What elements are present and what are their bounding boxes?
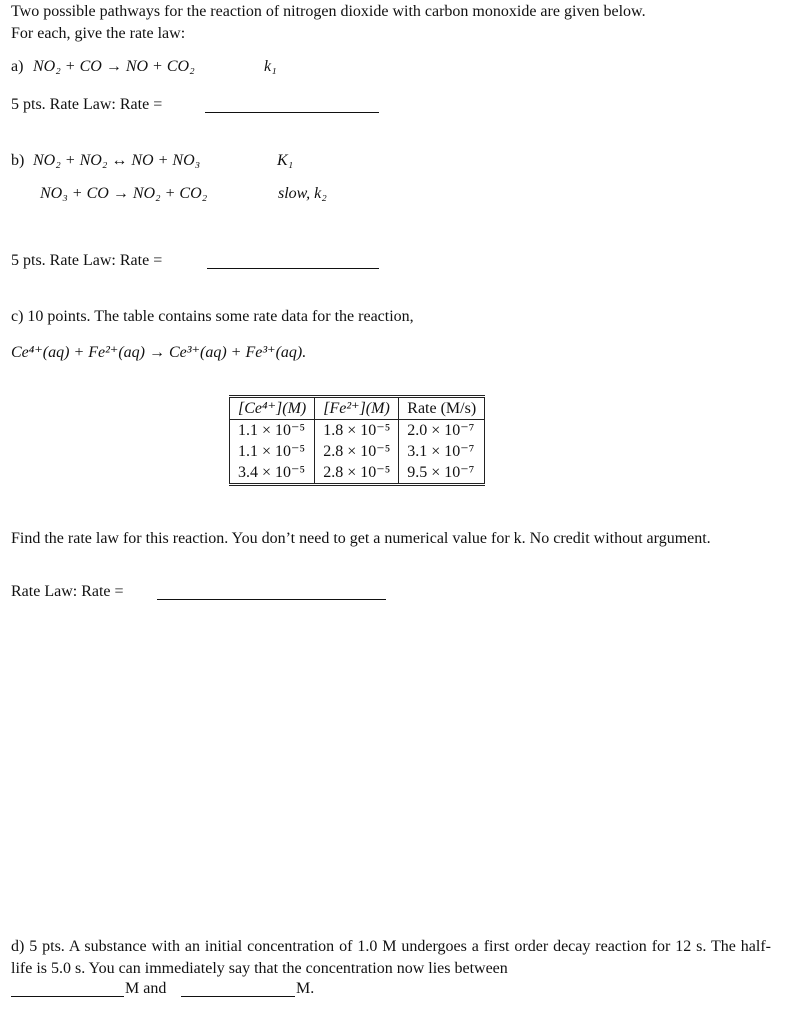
part-b-rate-prompt: 5 pts. Rate Law: Rate = xyxy=(11,252,163,269)
part-d-upper-bound-blank[interactable] xyxy=(181,996,295,997)
part-d-text: d) 5 pts. A substance with an initial concentration of 1.0 M undergoes a first order decay reaction for 12 s. The half-life is 5.0 s. You can immediately say that the concentration now lies between xyxy=(11,938,771,977)
part-b-answer-blank[interactable] xyxy=(207,268,379,269)
part-c-instructions: Find the rate law for this reaction. You don’t need to get a numerical value for k. No credit without argument. xyxy=(11,530,711,547)
part-d-blank-1-suffix: M and xyxy=(125,980,167,997)
part-a-rate-constant: k₁ xyxy=(264,58,277,75)
part-a-reaction: NO₂ + CO → NO + CO₂ xyxy=(33,58,195,75)
table-cell: 2.0 × 10⁻⁷ xyxy=(399,420,485,442)
part-c-rate-prompt: Rate Law: Rate = xyxy=(11,583,124,600)
part-c-intro: c) 10 points. The table contains some rate data for the reaction, xyxy=(11,308,414,325)
table-cell: 3.1 × 10⁻⁷ xyxy=(399,441,485,462)
part-b-step-2-constant: slow, k₂ xyxy=(278,185,327,202)
part-b-label: b) xyxy=(11,152,25,169)
part-a-rate-prompt: 5 pts. Rate Law: Rate = xyxy=(11,96,163,113)
part-c-reaction: Ce⁴⁺(aq) + Fe²⁺(aq) → Ce³⁺(aq) + Fe³⁺(aq). xyxy=(11,344,307,361)
table-cell: 1.8 × 10⁻⁵ xyxy=(315,420,399,442)
intro-line-2: For each, give the rate law: xyxy=(11,25,186,42)
part-d-blank-2-suffix: M. xyxy=(296,980,315,997)
table-cell: 2.8 × 10⁻⁵ xyxy=(315,441,399,462)
column-header-ce: [Ce⁴⁺](M) xyxy=(230,397,315,420)
table-cell: 1.1 × 10⁻⁵ xyxy=(238,422,306,439)
table-row xyxy=(230,420,485,442)
rate-data-table xyxy=(229,395,485,486)
table-cell: 3.4 × 10⁻⁵ xyxy=(238,464,306,481)
part-b-step-1: NO₂ + NO₂ ↔ NO + NO₃ xyxy=(33,152,201,169)
table-header-row xyxy=(230,397,485,420)
table-row xyxy=(230,441,485,462)
table-row xyxy=(230,462,485,485)
column-header-rate: Rate (M/s) xyxy=(399,397,485,420)
column-header-fe: [Fe²⁺](M) xyxy=(315,397,399,420)
part-d-lower-bound-blank[interactable] xyxy=(11,996,124,997)
part-c-answer-blank[interactable] xyxy=(157,599,386,600)
table-cell: 2.8 × 10⁻⁵ xyxy=(315,462,399,485)
part-b-step-1-constant: K₁ xyxy=(277,152,294,169)
part-b-step-2: NO₃ + CO → NO₂ + CO₂ xyxy=(40,185,208,202)
part-a-answer-blank[interactable] xyxy=(205,112,379,113)
part-a-label: a) xyxy=(11,58,24,75)
table-cell: 1.1 × 10⁻⁵ xyxy=(238,443,306,460)
table-cell: 9.5 × 10⁻⁷ xyxy=(399,462,485,485)
intro-line-1: Two possible pathways for the reaction of nitrogen dioxide with carbon monoxide are given below. xyxy=(11,3,646,20)
